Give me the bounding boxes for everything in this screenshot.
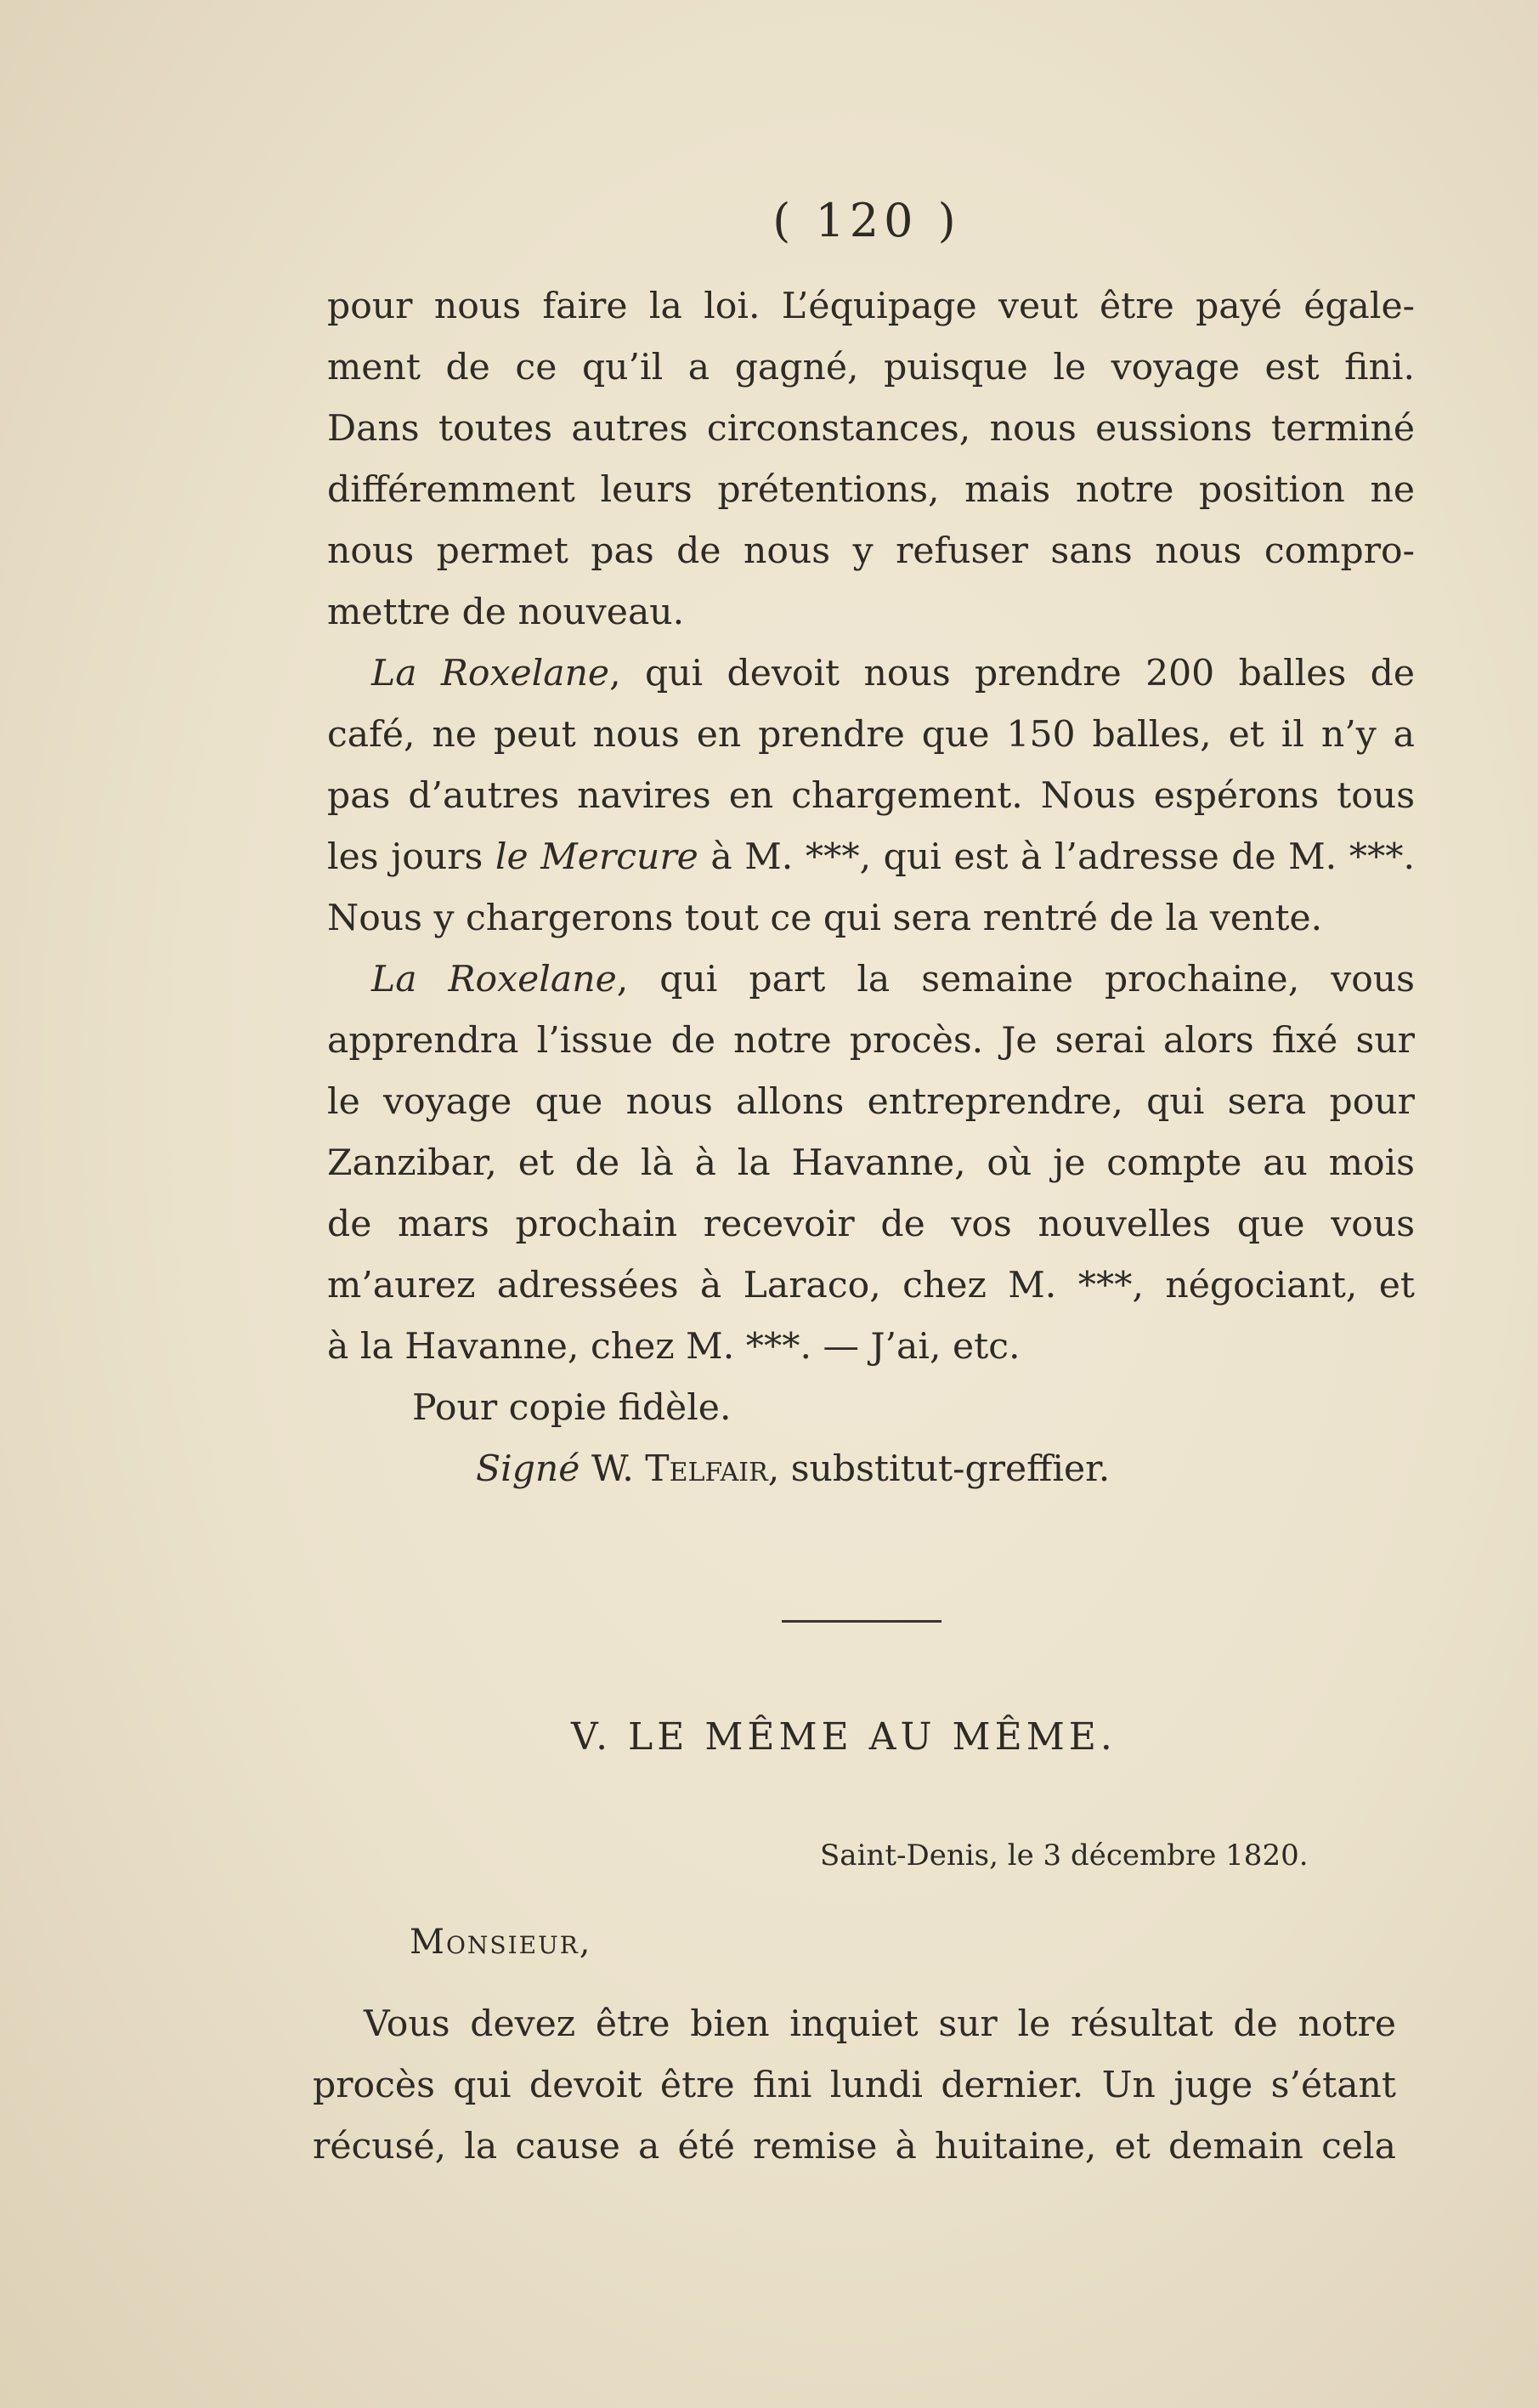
section-heading: V. LE MÊME AU MÊME. xyxy=(571,1715,1117,1759)
paragraph-1 xyxy=(327,276,1415,643)
paragraph-2 xyxy=(327,643,1415,949)
section-divider xyxy=(782,1620,941,1623)
ship-name: le Mercure xyxy=(495,836,698,878)
ship-name: La Roxelane xyxy=(371,959,617,1000)
text-line: ment de ce qu’il a gagné, puisque le voyage est fini. xyxy=(327,347,1415,388)
text-line: pour nous faire la loi. L’équipage veut être payé égale- xyxy=(327,286,1415,327)
paragraph-3 xyxy=(327,949,1415,1378)
text-line: café, ne peut nous en prendre que 150 balles, et il n’y a xyxy=(327,714,1415,756)
letter-body xyxy=(313,1994,1396,2178)
text-line: le voyage que nous allons entreprendre, qui sera pour xyxy=(327,1081,1415,1123)
text-line: à la Havanne, chez M. ***. — J’ai, etc. xyxy=(327,1326,1021,1368)
letter-salutation: Monsieur, xyxy=(410,1923,592,1962)
text-line: procès qui devoit être fini lundi dernier. Un juge s’étant xyxy=(313,2065,1396,2106)
text-line: Nous y chargerons tout ce qui sera rentré de la vente. xyxy=(327,898,1323,939)
signatory-name: W. Telfair xyxy=(591,1448,768,1490)
text-line: de mars prochain recevoir de vos nouvelles que vous xyxy=(327,1204,1415,1245)
body-text xyxy=(327,276,1415,1500)
copy-attestation: Pour copie fidèle. xyxy=(412,1387,732,1429)
text-line: pas d’autres navires en chargement. Nous espérons tous xyxy=(327,775,1415,817)
signatory-role: , substitut-greffier. xyxy=(767,1448,1111,1490)
text-line: apprendra l’issue de notre procès. Je serai alors fixé sur xyxy=(327,1020,1415,1062)
letter-dateline: Saint-Denis, le 3 décembre 1820. xyxy=(820,1839,1309,1873)
signature-line xyxy=(327,1439,1415,1500)
text-line: La Roxelane, qui part la semaine prochaine, vous xyxy=(371,959,1415,1000)
text-line: nous permet pas de nous y refuser sans nous compro- xyxy=(327,530,1415,572)
text-line: récusé, la cause a été remise à huitaine, et demain cela xyxy=(313,2126,1396,2167)
text-line: Vous devez être bien inquiet sur le résultat de notre xyxy=(364,2003,1396,2045)
ship-name: La Roxelane xyxy=(371,653,610,694)
text-line: m’aurez adressées à Laraco, chez M. ***, négociant, et xyxy=(327,1265,1415,1306)
page-number: ( 120 ) xyxy=(772,194,961,247)
text-line: mettre de nouveau. xyxy=(327,592,685,633)
signed-word: Signé xyxy=(476,1448,580,1490)
text-line: les jours le Mercure à M. ***, qui est à l’adresse de M. ***. xyxy=(327,836,1416,878)
text-line: Dans toutes autres circonstances, nous eussions terminé xyxy=(327,408,1415,450)
text-line: La Roxelane, qui devoit nous prendre 200 balles de xyxy=(371,653,1415,694)
text-line: différemment leurs prétentions, mais notre position ne xyxy=(327,469,1415,511)
text-line: Zanzibar, et de là à la Havanne, où je compte au mois xyxy=(327,1142,1415,1184)
